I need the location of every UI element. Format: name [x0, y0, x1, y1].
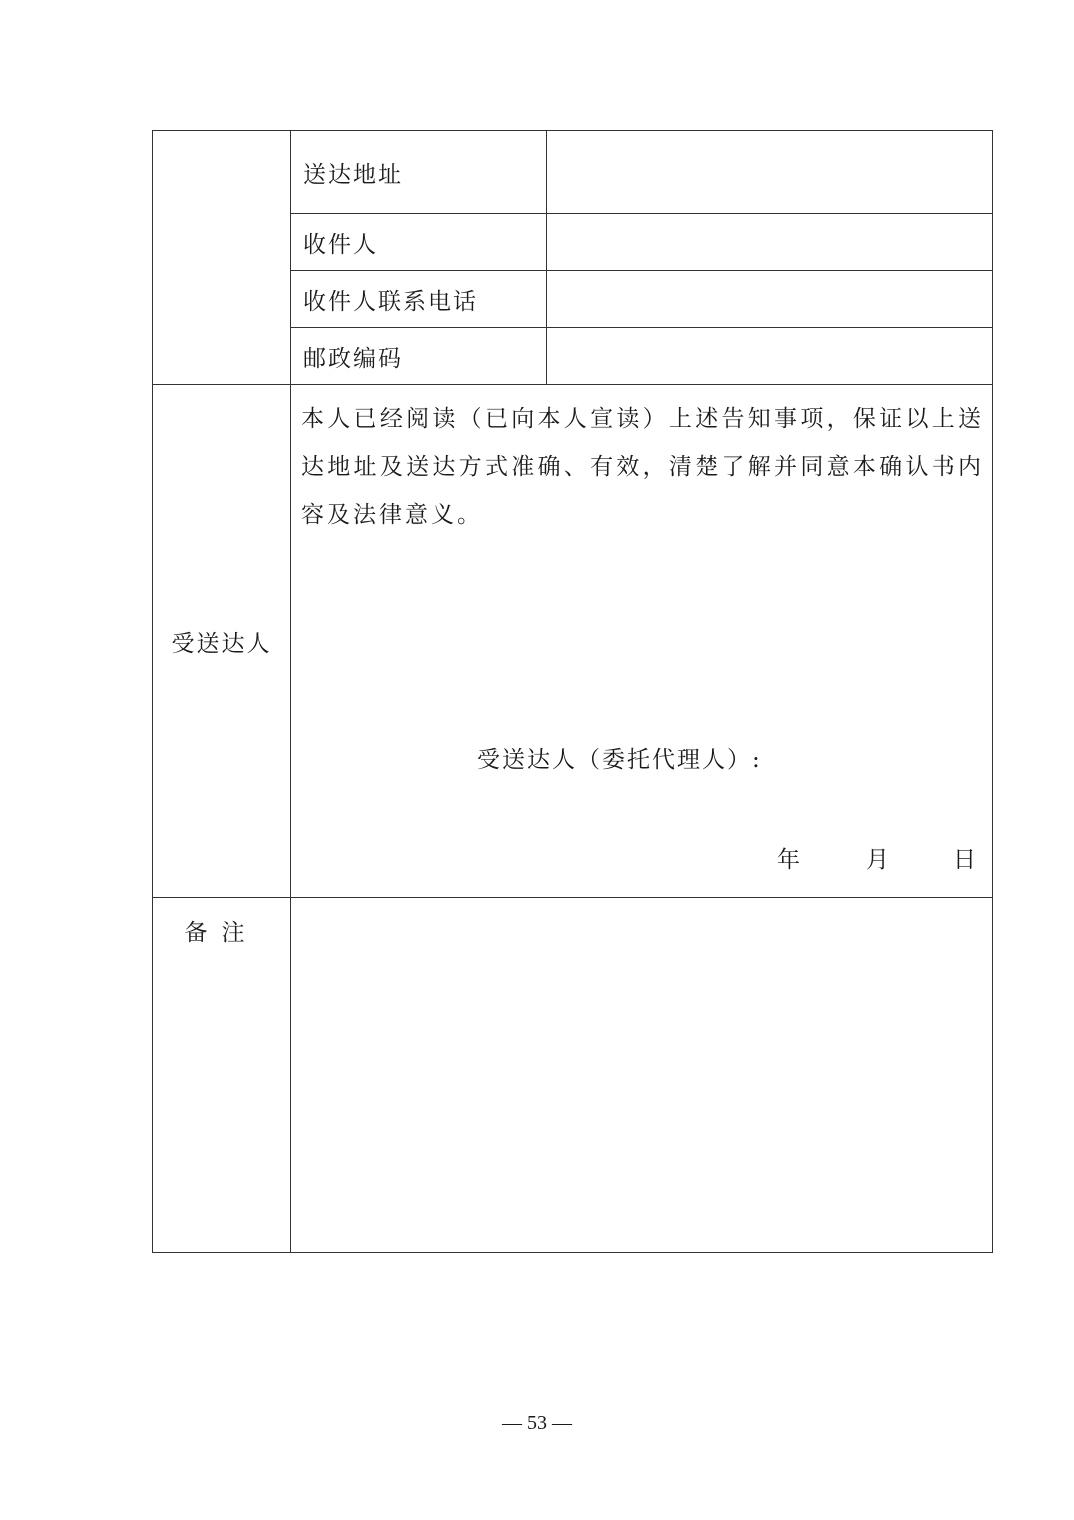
recipient-label: 收件人	[291, 214, 547, 271]
address-value-cell	[547, 131, 993, 214]
date-month-label: 月	[866, 847, 891, 873]
page-number: — 53 —	[502, 1412, 572, 1434]
confirmation-text: 本人已经阅读（已向本人宣读）上述告知事项，保证以上送达地址及送达方式准确、有效，清楚了解并同意本确认书内容及法律意义。	[301, 406, 984, 528]
postcode-value-cell	[547, 328, 993, 385]
confirmation-cell	[291, 385, 993, 898]
recipient-value-cell	[547, 214, 993, 271]
address-label: 送达地址	[291, 131, 547, 214]
phone-label: 收件人联系电话	[291, 271, 547, 328]
date-year-label: 年	[777, 847, 802, 873]
remarks-row	[153, 898, 993, 1253]
address-row	[153, 131, 993, 214]
addressee-label: 受送达人	[153, 385, 291, 898]
empty-side-cell	[153, 131, 291, 385]
date-day-label: 日	[953, 847, 978, 873]
remarks-label: 备注	[153, 898, 291, 1253]
postcode-label: 邮政编码	[291, 328, 547, 385]
service-address-form-table	[152, 130, 993, 1253]
phone-value-cell	[547, 271, 993, 328]
addressee-row	[153, 385, 993, 898]
date-line	[777, 841, 978, 874]
remarks-value-cell	[291, 898, 993, 1253]
signature-label: 受送达人（委托代理人）:	[477, 747, 762, 773]
